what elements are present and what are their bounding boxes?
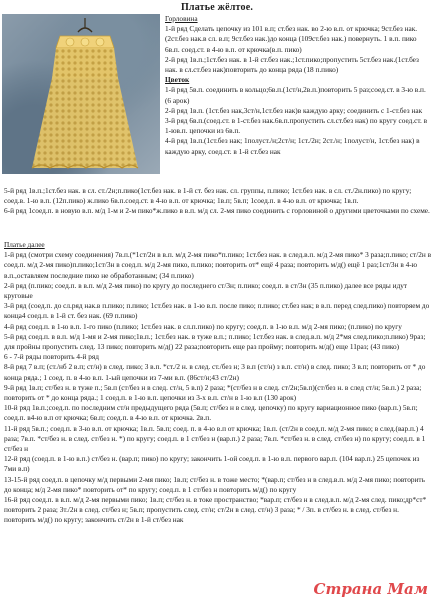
flower-row: 5-й ряд 1в.п.;1ст.без нак. в сл. ст./2н;п.пико(1ст.без нак. в 1-й ст. без нак. сл. группы, п.пико; 1ст.без нак. в сл. ст./2н.пико) по кругу; соед.в. 1-ю в.п. (12п.пико) ж.пико 6в.п.соед.ст. в 4-ю в.п. от крючка; 1в.п; 5в.п; 1соед.п. в 4-ю в.п. от крючка; 1в.п. [4, 186, 412, 206]
dress-row: 9-й ряд 1в.п; ст/без н. в туже п.; 5в.п (ст/без н в след. ст/н, 5 в.п) 2 раза; *(ст/без н в след. ст/2н;5в.п)(ст/без н. в след ст/н; 5в.п.) 2 раза; повторить от * до конца ряда.; 1 соед.п. в 1-ю в.п. цепочки из 3-х в.п. ст/н в 1-ю в.п (130 арок) [4, 382, 422, 403]
flower-row: 4-й ряд 1в.п.(1ст.без нак; 1полуст./н;2ст/н; 1ст./2н; 2ст./н; 1полуст/н, 1ст.без нак) в каждую арку, соед.ст. в 1-й ст.без нак [165, 136, 420, 156]
dress-section [4, 240, 432, 526]
dress-row: 11-й ряд 5в.п.; соед.п. в 3-ю в.п. от крючка; 1в.п. 5в.п; соед. п. в 4-ю в.п от крючка; 1в.п. (ст/2н в соед.п. м/д 2-мя пико; в след.(вар.п.) 4 раза; 7в.п. *ст/без н. в след. ст/без н. *) по кругу; соед.п. в 1 ст/без н (вар.п.) 2 раза; 7в.п. *ст/без н. в след. ст/без н) по кругу; соед.п. в 1 ст/без н [4, 423, 426, 454]
dress-row: 1-й ряд (смотри схему соединения) 7в.п.(*1ст/2н в в.п. м/д 2-мя пико*п.пико; 1ст.без нак. в след.в.п. м/д 2-мя пико* 3 раза;п.пико; ст/2н в соед.п. м/д 2-мя пико)п.пико;1ст/3н в соед.п. м/д 2-мя пико, п.пико; повторить от* ещё 4 раза; повторить м/д() ещё 1 раз;1ст/3н в 4-ю в.п.,оставляем последние пико не обработанным; (34 п.пико) [4, 250, 432, 280]
dress-row: 3-й ряд (соед.п. до сл.ряд нак.в п.пико; п.пико; 1ст.без нак. в 1-ю в.п. после пико; п.пико; ст.без нак; в в.п. перед след.пико) повторяем до конца4 соед.п. в 1-й ст. без нак. (69 п.пико) [4, 301, 430, 321]
flower-row: 1-й ряд 5в.п. соединить в кольцо;6в.п.(1ст/н,2в.п.)повторить 5 раз;соед.ст. в 3-ю в.п. (6 арок) [165, 85, 426, 105]
flower-rows-continued [4, 186, 432, 217]
flower-row: 2-й ряд 1в.п. (1ст.без нак,3ст/н,1ст.без нак)в каждую арку; соединить с 1-ст.без нак [165, 105, 423, 115]
neckline-heading: Горловина [165, 14, 198, 23]
neckline-flower-section [165, 14, 431, 157]
flower-row: 3-й ряд 6в.п.(соед.ст. в 1-ст.без нак.6в.п.пропустить сл.ст.без нак) по кругу соед.ст. в 1-юв.п. цепочки из 6в.п. [165, 116, 428, 136]
dress-row: 13-15-й ряд соед.п. в цепочку м/д первыми 2-мя пико; 1в.п; ст/без н. в тоже место; *(вар.п; ст/без н в след.в.п. м/д 2-мя пико; повторить до конца; м/д 2-мя пико* повторить от* по кругу; соед.п. в 1 ст/без н повторить м/д() по кругу [4, 474, 425, 494]
dress-row: 5-й ряд соед.п. в в.п. м/д 1-мя и 2-мя пико;1в.п.; 1ст.без нак. в туже в.п.; п.пико; 1ст.без нак. в след.в.п. м/д 2*мя след.пико;п.пико) 9раз; для пройны пропустить след. 13 пико; повторить м/д() 22 раза;повторить еще раз пройму; повторить м/д() еще 11раз; (43 пико) [4, 331, 426, 352]
dress-row: 10-й ряд 1в.п.;соед.п. по последним ст/н предыдущего ряда (5в.п; ст/без н в след. цепочку) по кругу вариационное пико (вар.п.) 5в.п; соед.п. в4-ю в.п от крючка; 6в.п; соед.п. в 4-ю в.п. от крючка. 2в.п. [4, 403, 418, 423]
dress-photo [2, 14, 160, 174]
dress-row: 4-й ряд соед.п. в 1-ю в.п. 1-го пико (п.пико; 1ст.без нак. в сл.п.пико) по кругу; соед.п. в 1-ю в.п. м/д 2-мя пико; (п.пико) по кругу [4, 321, 402, 331]
flower-row: 6-й ряд 1соед.п. в новую в.п. м/д 1-м и 2-м пико*ж.пико в в.п. м/д сл. 2-мя пико соединить с горловиной о другими цветочками по схеме. [4, 206, 430, 216]
dress-heading: Платье далее [4, 240, 45, 249]
site-watermark: Страна Мам [313, 580, 428, 598]
flower-heading: Цветок [165, 75, 190, 85]
neckline-row: 2-й ряд 1в.п.;1ст.без нак. в 1-й ст.без нак.;1ст.пико;пропустить 5ст.без нак.(1ст.без нак. в сл.ст.без нак)повторить до конца ряда (18 п.пико) [165, 54, 419, 75]
neckline-row: 1-й ряд Сделать цепочку из 101 в.п; ст.без нак. во 2-ю в.п. от крючка; 9ст.без нак.(2ст.без нак.в сл. в.п; 9ст.без нак.)до конца (109ст.без нак.) повернуть. 1 в.п. пико 6в.п. соед.ст. в 4-ю в.п. от крючка(в.п. пико) [165, 24, 418, 54]
dress-row: 8-й ряд 7 в.п; (ст./нб 2 в.п; ст/н) в след. пико; 3 в.п. *ст./2 н. в след. ст./без н; 3 в.п (ст/н) з в.п. ст/н) в след. пико; 3 в.п; повторить от * до конца ряда.; 1 соед. п. в 4-ю в.п. 1-ый цепочки из 7-ми в.п. (86ст/н;43 ст/2н) [4, 362, 426, 382]
dress-row: 12-й ряд (соед.п. в 1-ю в.п.) ст/без н. (вар.п; пико) по кругу; закончить 1-ой соед.п. в 1-ю в.п. первого вар.п. (104 вар.п.) 25 цепочек из 7ми в.п) [4, 454, 420, 474]
document-title: Платье жёлтое. [180, 2, 254, 13]
dress-row: 16-й ряд соед.п. в в.п. м/д 2-мя первыми пико; 1в.п; ст/без н. в токе пространство; *вар.п; ст/без н в след.в.п. м/д 2-мя след. пико;др*ст* повторить 2 раза; 3т./2н в след. ст/без н; 5в.п; пропустить след. ст/н; ст/2н в след. ст/н) 3 раза; * / 3п. в ст/без н. в след. ст/без н. повторить м/д() по кругу; закончить ст/2н в 1-й ст/без нак [4, 495, 427, 525]
dress-row: 2-й ряд (п.пико; соед.п. в в.п. м/д 2-мя пико) по кругу до последнего ст/3н; п.пико; соед.п. в ст/3н (35 п.пико) далее все ряды идут круговые [4, 280, 408, 301]
yellow-dress-image [30, 18, 140, 170]
dress-row: 6 - 7-й ряды повторить 4-й ряд [4, 352, 99, 362]
